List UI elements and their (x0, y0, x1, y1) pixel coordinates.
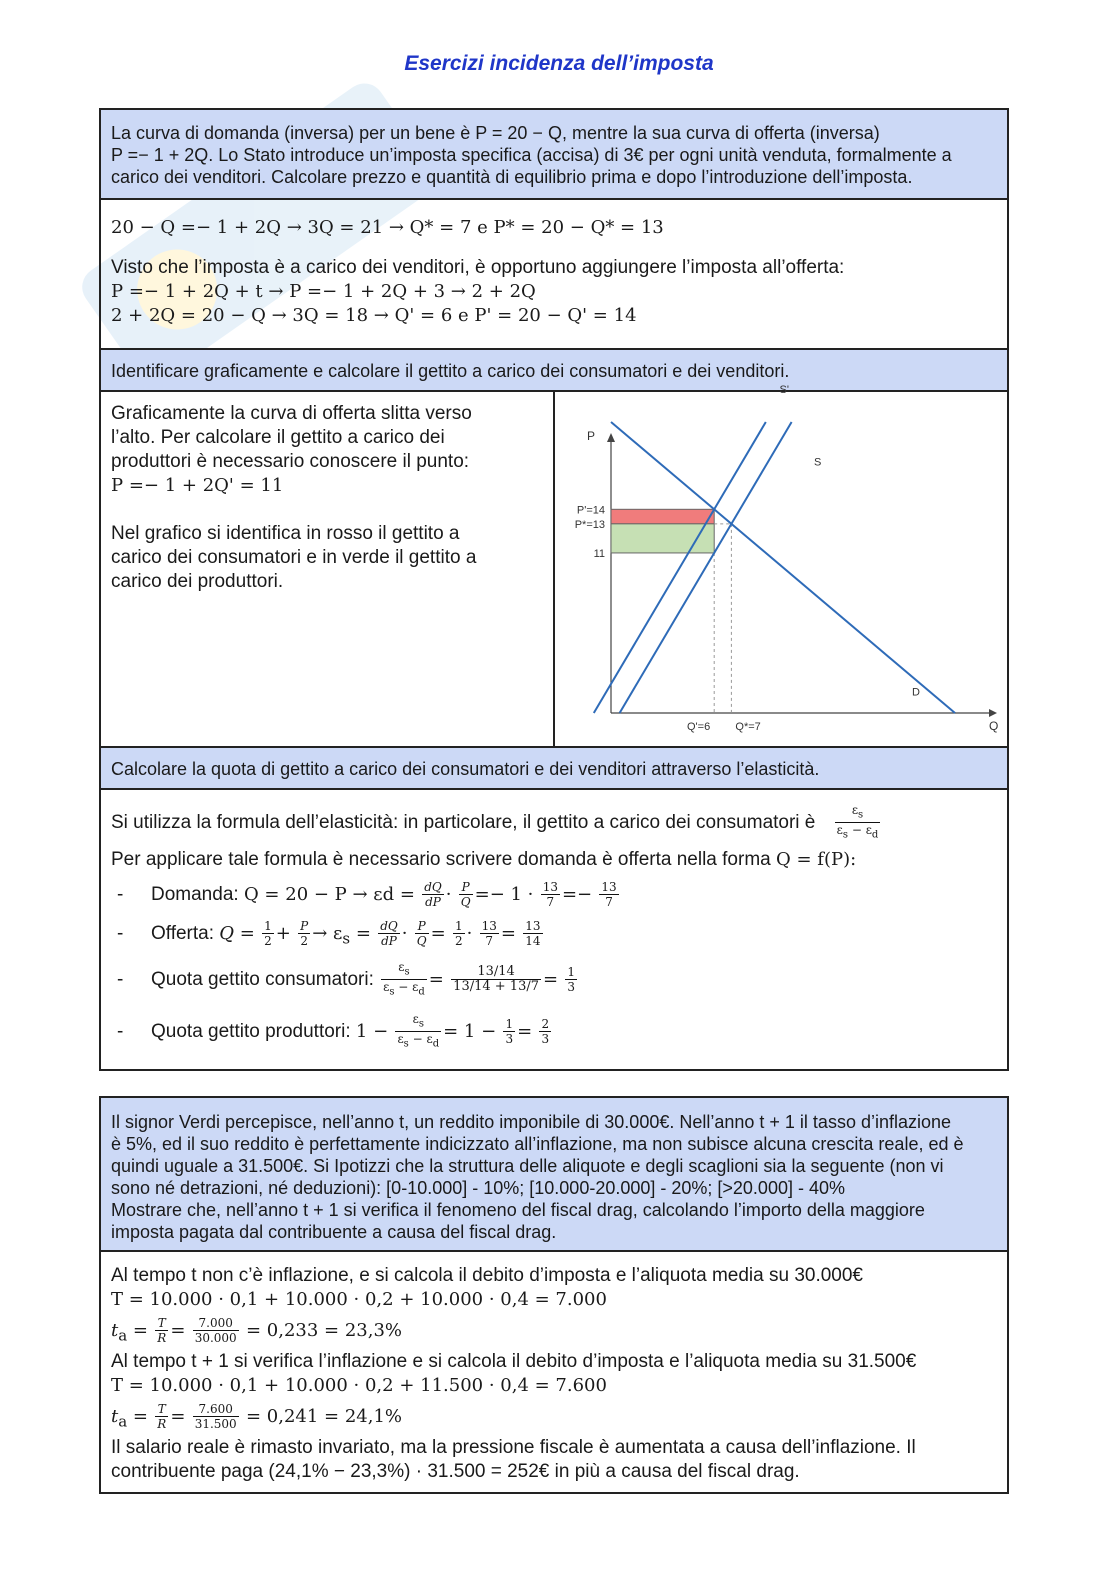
equation: Q = f(P): (776, 849, 857, 870)
text: Si utilizza la formula dell’elasticità: in particolare, il gettito a carico dei consumatori è (111, 812, 816, 833)
exercise-1-box (99, 108, 1009, 1071)
solution-line: Al tempo t + 1 si verifica l’inflazione e si calcola il debito d’imposta e l’aliquota media su 31.500€ (111, 1351, 917, 1372)
problem-line: è 5%, ed il suo reddito è perfettamente indicizzato all’inflazione, ma non subisce alcuna crescita reale, ed è (111, 1134, 964, 1154)
problem-line: Il signor Verdi percepisce, nell’anno t, un reddito imponibile di 30.000€. Nell’anno t + 1 il tasso d’inflazione (111, 1112, 952, 1132)
problem-line: sono né detrazioni, né deduzioni): [0-10.000] - 10%; [10.000-20.000] - 20%; [>20.000] - 40% (111, 1178, 845, 1198)
problem-line: La curva di domanda (inversa) per un bene è P = 20 − Q, mentre la sua curva di offerta (inversa) (111, 123, 880, 143)
curve-label-s-prime: S' (779, 383, 789, 396)
producer-tax-area (611, 524, 714, 553)
y-tick-label: 11 (593, 547, 605, 560)
tax-equation-t1: T = 10.000 · 0,1 + 10.000 · 0,2 + 11.500 · 0,4 = 7.600 (111, 1375, 607, 1396)
curve-s (620, 422, 792, 713)
solution-2 (101, 383, 1007, 746)
exercise-1-problem (101, 110, 1007, 198)
solution-3 (101, 788, 1007, 1069)
text-line: produttori è necessario conoscere il punto: (111, 451, 470, 472)
question-2: Identificare graficamente e calcolare il gettito a carico dei consumatori e dei venditori. (101, 348, 1007, 390)
text-line: Graficamente la curva di offerta slitta verso (111, 403, 472, 424)
label: Quota gettito produttori: (151, 1021, 351, 1042)
y-tick-label: P*=13 (574, 518, 605, 531)
text: Per applicare tale formula è necessario scrivere domanda è offerta nella forma (111, 849, 771, 870)
problem-line: carico dei venditori. Calcolare prezzo e quantità di equilibrio prima e dopo l’introduzione dell’imposta. (111, 167, 913, 187)
problem-line: Mostrare che, nell’anno t + 1 si verifica il fenomeno del fiscal drag, calcolando l’importo della maggiore (111, 1200, 925, 1220)
exercise-2-solution (101, 1250, 1007, 1494)
solution-1 (101, 198, 1007, 348)
elasticity-formula-line (111, 800, 997, 846)
exercise-2-problem (101, 1098, 1007, 1250)
equation: Q = 20 − P → εd = (243, 884, 415, 905)
tax-equation-t: T = 10.000 · 0,1 + 10.000 · 0,2 + 10.000 · 0,4 = 7.000 (111, 1289, 607, 1310)
text-line: carico dei produttori. (111, 571, 284, 592)
solution-line: Il salario reale è rimasto invariato, ma la pressione fiscale è aumentata a causa dell’inflazione. Il (111, 1437, 916, 1458)
equation-equilibrium: 20 − Q =− 1 + 2Q → 3Q = 21 → Q* = 7 e P* = 20 − Q* = 13 (111, 217, 664, 238)
list-item-supply: - Offerta: Q = $\frac{1}{2}$ + $\frac{P}{2}$ → $\varepsilon_s$ = $\frac{dQ}{dP}$ · $\frac{P}{Q}$ = $\frac{1}{2}$ · $\frac{13}{7}$ = $\frac{13}{14}$ (111, 914, 997, 954)
formula-consumers: $\frac{\varepsilon_s}{\varepsilon_s - \varepsilon_d}$ (836, 803, 879, 841)
problem-line: P =− 1 + 2Q. Lo Stato introduce un’imposta specifica (accisa) di 3€ per ogni unità venduta, formalmente a (111, 145, 952, 165)
problem-line: imposta pagata dal contribuente a causa del fiscal drag. (111, 1222, 557, 1242)
solution-line: contribuente paga (24,1% − 23,3%) · 31.500 = 252€ in più a causa del fiscal drag. (111, 1461, 800, 1482)
x-tick-label: Q*=7 (735, 721, 761, 733)
y-axis-label: P (587, 429, 596, 443)
average-rate-t1: $t_a$ = $\frac{T}{R}$ = $\frac{7.600}{31.500}$ = 0,241 = 24,1% (111, 1402, 403, 1432)
consumer-tax-area (611, 509, 714, 524)
problem-line: quindi uguale a 31.500€. Si Ipotizzi che la struttura delle aliquote e degli scaglioni sia la seguente (non vi (111, 1156, 944, 1176)
y-axis-arrow (607, 433, 615, 442)
list-item-consumer-share: - Quota gettito consumatori: $\frac{\varepsilon_s}{\varepsilon_s - \varepsilon_d}$ = $\frac{13/14}{13/14 + 13/7}$ = $\frac{1}{3}$ (111, 954, 997, 1006)
exercise-2-box (99, 1096, 1009, 1494)
question-3: Calcolare la quota di gettito a carico dei consumatori e dei venditori attraverso l’elasticità. (101, 746, 1007, 788)
x-axis-arrow (989, 709, 997, 717)
curve-label-d: D (912, 686, 920, 699)
tax-incidence-chart (555, 383, 1007, 746)
form-line (111, 848, 997, 872)
equation-tax-supply: P =− 1 + 2Q + t → P =− 1 + 2Q + 3 → 2 + 2Q (111, 281, 536, 302)
curve-d (611, 422, 955, 713)
curve-label-s: S (813, 456, 822, 469)
solution-line: Al tempo t non c’è inflazione, e si calcola il debito d’imposta e l’aliquota media su 30.000€ (111, 1265, 864, 1286)
x-axis-label: Q (989, 719, 999, 733)
text-line: l’alto. Per calcolare il gettito a carico dei (111, 427, 445, 448)
curve-s-prime (594, 422, 766, 713)
label: Domanda: (151, 884, 239, 905)
x-tick-label: Q'=6 (686, 721, 711, 733)
point-equation: P =− 1 + 2Q' = 11 (111, 475, 284, 496)
page-title: Esercizi incidenza dell’imposta (404, 52, 714, 75)
solution-text: Visto che l’imposta è a carico dei venditori, è opportuno aggiungere l’imposta all’offerta: (111, 257, 845, 278)
average-rate-t: $t_a$ = $\frac{T}{R}$ = $\frac{7.000}{30.000}$ = 0,233 = 23,3% (111, 1316, 403, 1346)
text-line: carico dei consumatori e in verde il gettito a (111, 547, 477, 568)
label: Quota gettito consumatori: (151, 969, 374, 990)
text-line: Nel grafico si identifica in rosso il gettito a (111, 523, 460, 544)
solution-2-text (111, 402, 541, 594)
y-tick-label: P'=14 (576, 504, 605, 517)
list-item-demand: - Domanda: Q = 20 − P → εd = $\frac{dQ}{dP}$ · $\frac{P}{Q}$ =− 1 · $\frac{13}{7}$ =− $\frac{13}{7}$ (111, 876, 997, 914)
label: Offerta: (151, 923, 215, 944)
list-item-producer-share: - Quota gettito produttori: 1 − $\frac{\varepsilon_s}{\varepsilon_s - \varepsilon_d}$ = 1 − $\frac{1}{3}$ = $\frac{2}{3}$ (111, 1006, 997, 1058)
equation-new-equilibrium: 2 + 2Q = 20 − Q → 3Q = 18 → Q' = 6 e P' = 20 − Q' = 14 (111, 305, 637, 326)
